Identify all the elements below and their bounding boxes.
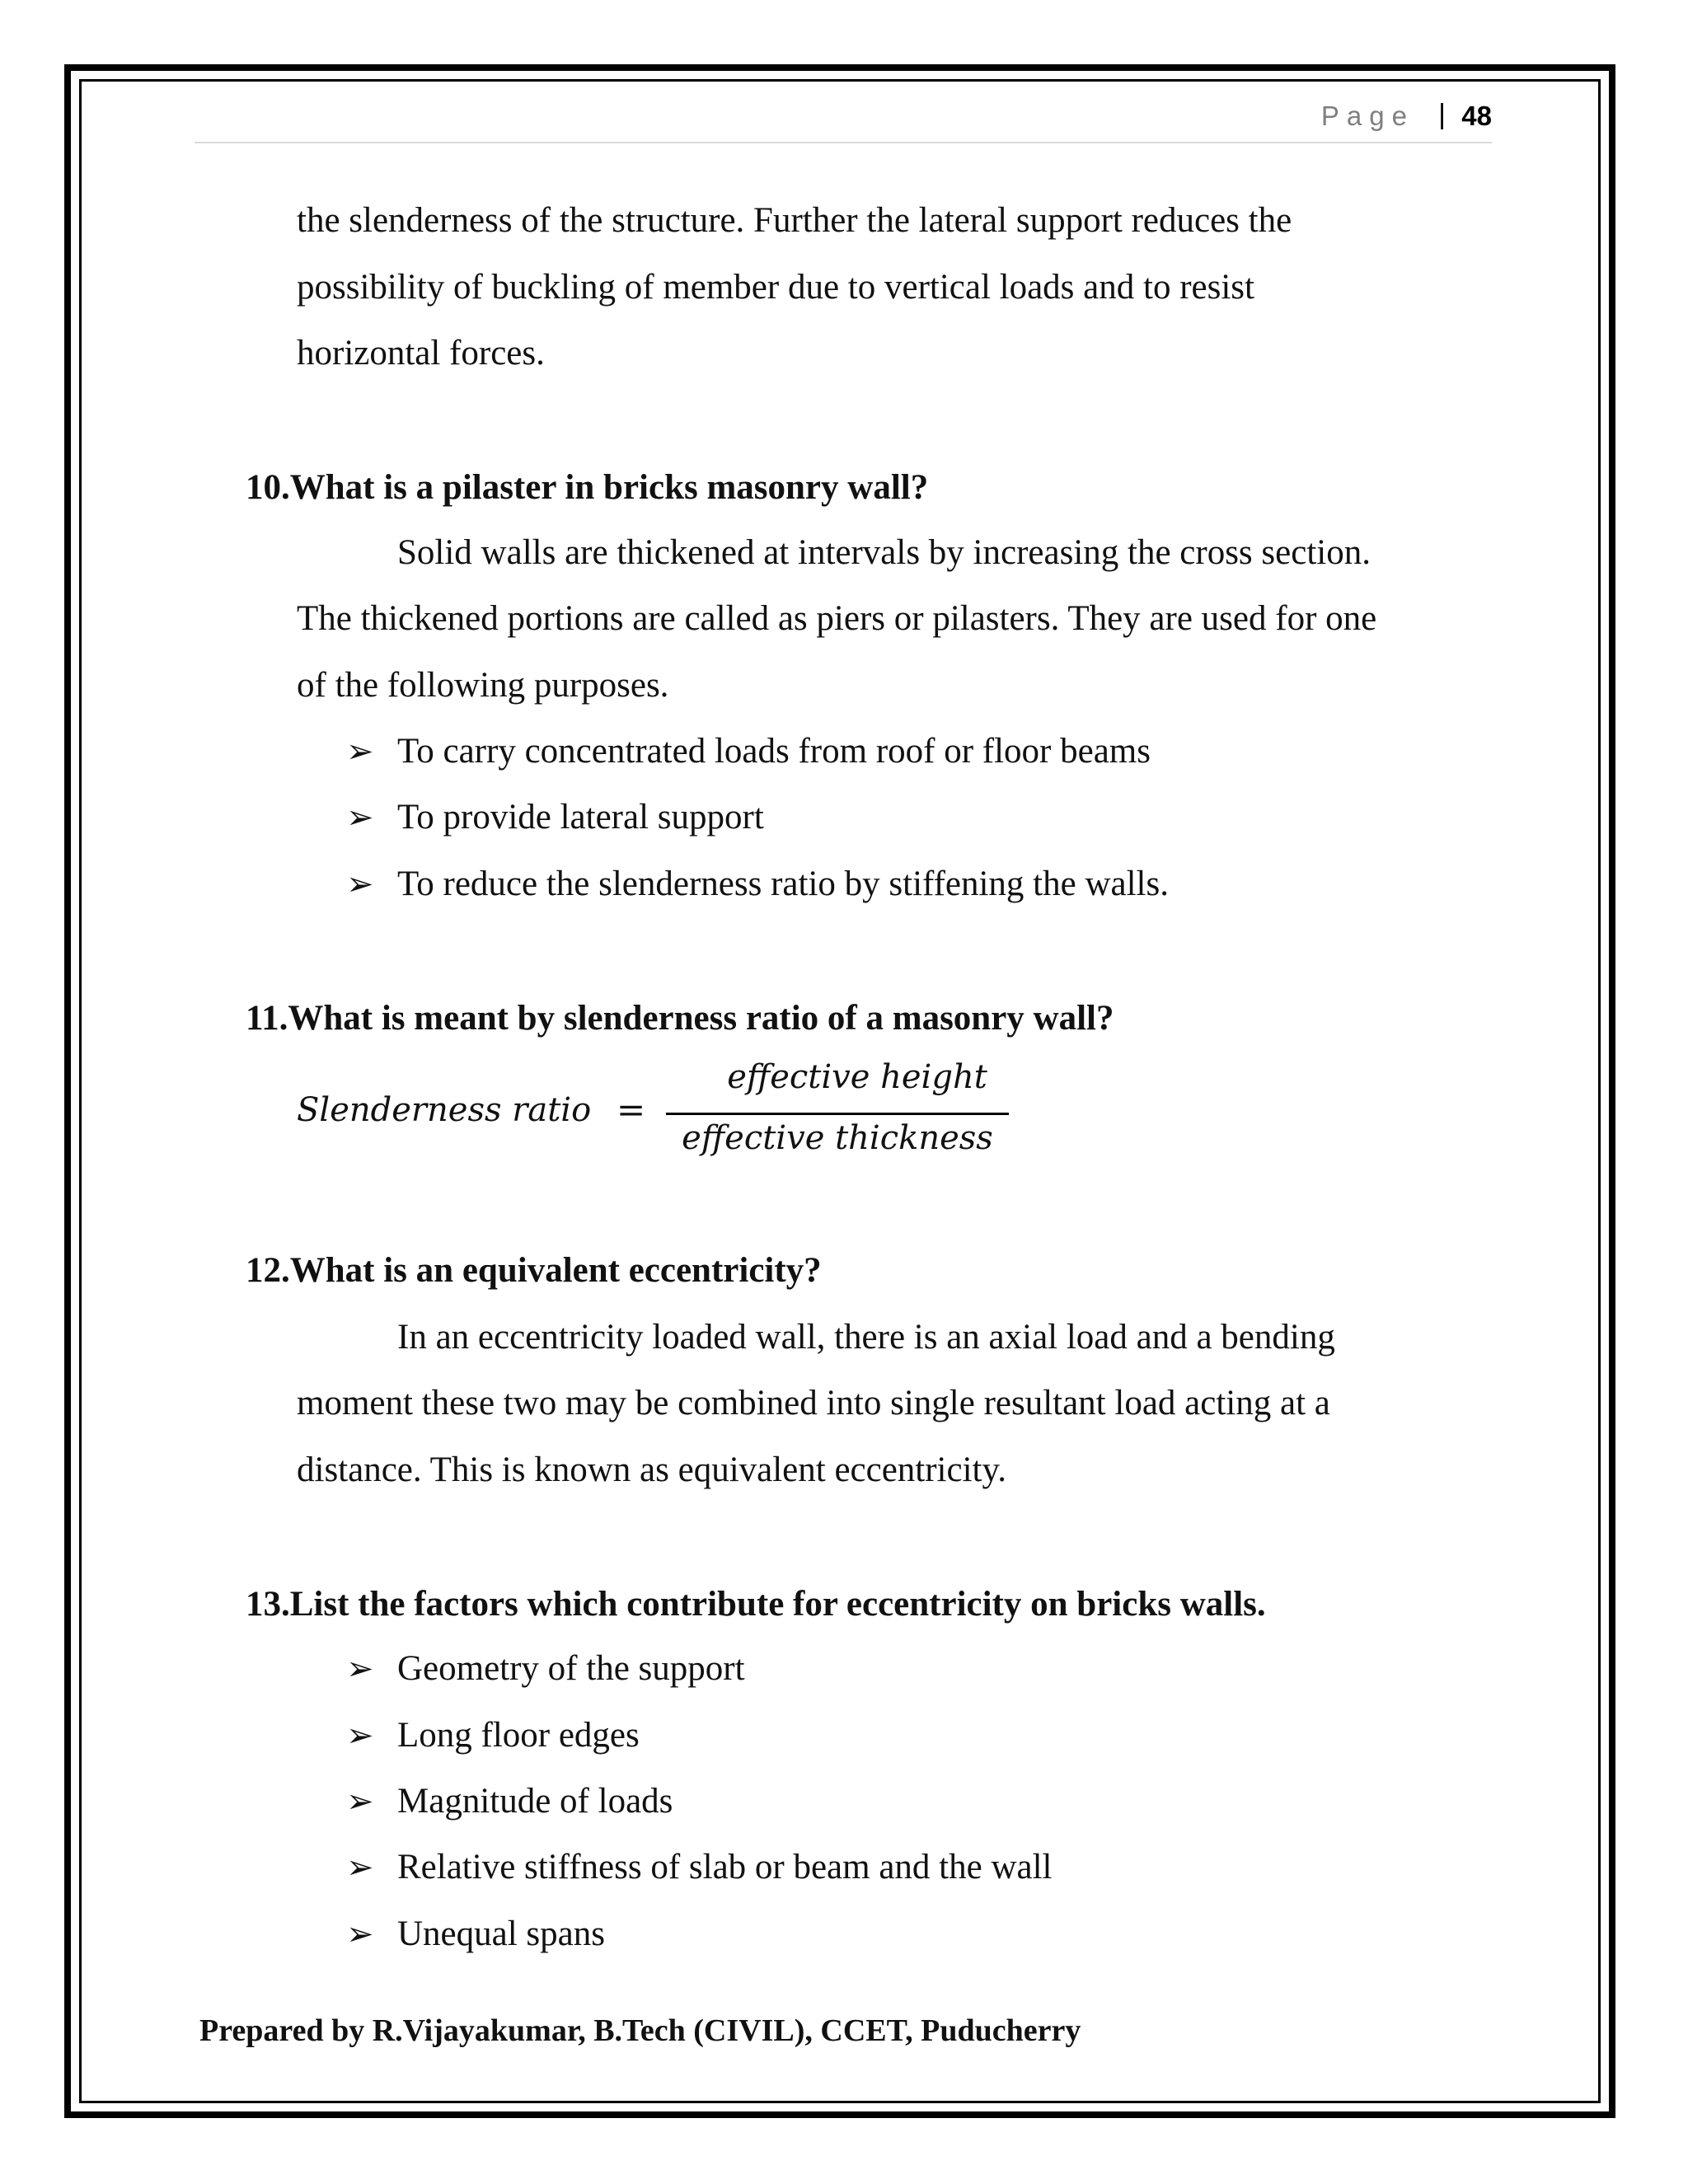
slenderness-formula bbox=[297, 1057, 1039, 1164]
paragraph-line: distance. This is known as equivalent eccentricity. bbox=[297, 1451, 1006, 1489]
paragraph-line: moment these two may be combined into single resultant load acting at a bbox=[297, 1384, 1330, 1422]
page-footer: Prepared by R.Vijayakumar, B.Tech (CIVIL), CCET, Puducherry bbox=[199, 2013, 1081, 2048]
list-item: To carry concentrated loads from roof or floor beams bbox=[397, 732, 1151, 771]
list-item: Unequal spans bbox=[397, 1915, 605, 1953]
formula-numerator: effective height bbox=[727, 1058, 987, 1096]
page-header bbox=[195, 97, 1492, 143]
question-13-heading: 13.List the factors which contribute for eccentricity on bricks walls. bbox=[246, 1585, 1266, 1624]
bullet-arrow-icon: ➢ bbox=[346, 1717, 374, 1754]
bullet-arrow-icon: ➢ bbox=[346, 865, 374, 902]
fraction-bar bbox=[666, 1113, 1009, 1115]
paragraph-line: possibility of buckling of member due to vertical loads and to resist bbox=[297, 268, 1254, 307]
paragraph-line: of the following purposes. bbox=[297, 666, 669, 705]
question-10-heading: 10.What is a pilaster in bricks masonry wall? bbox=[246, 468, 929, 507]
bullet-arrow-icon: ➢ bbox=[346, 733, 374, 770]
paragraph-line: The thickened portions are called as piers or pilasters. They are used for one bbox=[297, 599, 1377, 638]
list-item: Magnitude of loads bbox=[397, 1782, 673, 1821]
list-item: To provide lateral support bbox=[397, 798, 764, 837]
formula-denominator: effective thickness bbox=[682, 1119, 993, 1157]
list-item: Geometry of the support bbox=[397, 1649, 745, 1688]
page-separator: | bbox=[1438, 99, 1446, 130]
list-item: To reduce the slenderness ratio by stiffening the walls. bbox=[397, 865, 1169, 903]
list-item: Long floor edges bbox=[397, 1716, 640, 1755]
bullet-arrow-icon: ➢ bbox=[346, 1849, 374, 1886]
formula-equals: = bbox=[617, 1090, 646, 1130]
list-item: Relative stiffness of slab or beam and the wall bbox=[397, 1848, 1053, 1886]
paragraph-line: the slenderness of the structure. Further the lateral support reduces the bbox=[297, 201, 1292, 240]
page-label: Page bbox=[1320, 101, 1414, 131]
paragraph-line: horizontal forces. bbox=[297, 334, 545, 373]
paragraph-line: Solid walls are thickened at intervals by increasing the cross section. bbox=[397, 533, 1371, 572]
bullet-arrow-icon: ➢ bbox=[346, 1915, 374, 1952]
bullet-arrow-icon: ➢ bbox=[346, 1650, 374, 1687]
formula-lhs: Slenderness ratio bbox=[297, 1091, 592, 1129]
page-number: 48 bbox=[1461, 101, 1492, 131]
question-12-heading: 12.What is an equivalent eccentricity? bbox=[246, 1251, 822, 1290]
bullet-arrow-icon: ➢ bbox=[346, 1783, 374, 1820]
question-11-heading: 11.What is meant by slenderness ratio of a masonry wall? bbox=[246, 999, 1114, 1038]
bullet-arrow-icon: ➢ bbox=[346, 799, 374, 836]
paragraph-line: In an eccentricity loaded wall, there is an axial load and a bending bbox=[397, 1318, 1335, 1357]
